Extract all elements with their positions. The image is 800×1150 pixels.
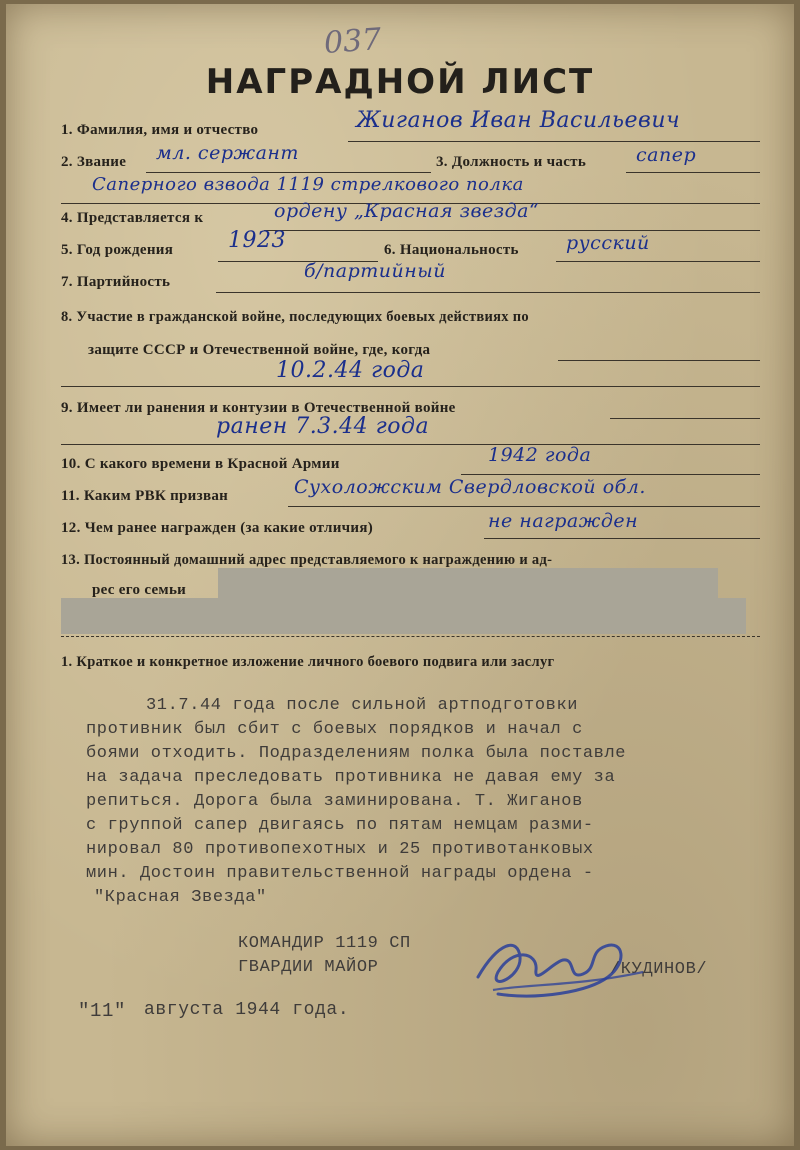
field-6-label: 6. Национальность bbox=[384, 242, 519, 258]
section-2-label: 1. Краткое и конкретное изложение личного боевого подвига или заслуг bbox=[61, 654, 555, 670]
page-title: НАГРАДНОЙ ЛИСТ bbox=[205, 62, 595, 102]
redacted-address-b bbox=[61, 598, 746, 634]
field-2-underline bbox=[146, 172, 431, 173]
field-8-value: 10.2.44 года bbox=[276, 358, 425, 383]
signature-mark bbox=[458, 922, 658, 1012]
field-8-label-b: защите СССР и Отечественной войне, где, когда bbox=[88, 342, 431, 358]
field-10-value: 1942 года bbox=[488, 444, 592, 466]
field-11-underline bbox=[288, 506, 760, 507]
field-6-value: русский bbox=[566, 232, 650, 254]
field-3-value-a: сапер bbox=[636, 144, 697, 166]
citation-line: репиться. Дорога была заминирована. Т. Жиганов bbox=[86, 792, 583, 811]
field-10-label: 10. С какого времени в Красной Армии bbox=[61, 456, 340, 472]
field-1-value: Жиганов Иван Васильевич bbox=[356, 108, 681, 133]
field-3-value-b: Саперного взвода 1119 стрелкового полка bbox=[92, 174, 524, 195]
citation-line: "Красная Звезда" bbox=[94, 888, 267, 907]
field-8-underline-b bbox=[61, 386, 760, 387]
field-4-label: 4. Представляется к bbox=[61, 210, 204, 226]
field-7-underline bbox=[216, 292, 760, 293]
field-3-label: 3. Должность и часть bbox=[436, 154, 587, 170]
commander-title: КОМАНДИР 1119 СП bbox=[238, 934, 411, 953]
field-9-underline-b bbox=[61, 444, 760, 445]
citation-line: на задача преследовать противника не давая ему за bbox=[86, 768, 616, 787]
field-3-underline bbox=[626, 172, 760, 173]
field-9-underline-a bbox=[610, 418, 760, 419]
field-13-label-b: рес его семьи bbox=[92, 582, 187, 598]
field-4-underline bbox=[264, 230, 760, 231]
field-5-value: 1923 bbox=[228, 228, 286, 253]
field-9-value: ранен 7.3.44 года bbox=[216, 414, 430, 439]
field-11-label: 11. Каким РВК призван bbox=[61, 488, 229, 504]
field-8-label-a: 8. Участие в гражданской войне, последующих боевых действиях по bbox=[61, 309, 529, 325]
field-1-underline bbox=[348, 141, 760, 142]
field-6-underline bbox=[556, 261, 760, 262]
date-rest: августа 1944 года. bbox=[144, 1000, 350, 1020]
field-11-value: Сухоложским Свердловской обл. bbox=[294, 476, 646, 498]
field-2-value: мл. сержант bbox=[156, 142, 299, 164]
citation-line: мин. Достоин правительственной награды ордена - bbox=[86, 864, 594, 883]
field-12-underline bbox=[484, 538, 760, 539]
section-divider bbox=[61, 636, 760, 637]
field-8-underline-a bbox=[558, 360, 760, 361]
redacted-address-a bbox=[218, 568, 718, 598]
field-12-value: не награжден bbox=[488, 510, 639, 532]
citation-line: нировал 80 противопехотных и 25 противотанковых bbox=[86, 840, 594, 859]
field-9-label: 9. Имеет ли ранения и контузии в Отечественной войне bbox=[61, 400, 456, 416]
citation-line: противник был сбит с боевых порядков и начал с bbox=[86, 720, 583, 739]
field-13-label-a: 13. Постоянный домашний адрес представляемого к награждению и ад- bbox=[61, 552, 553, 568]
field-4-value: ордену „Красная звезда“ bbox=[274, 200, 540, 222]
citation-line: с группой сапер двигаясь по пятам немцам разми- bbox=[86, 816, 594, 835]
doc-number: 037 bbox=[322, 22, 383, 61]
field-5-label: 5. Год рождения bbox=[61, 242, 174, 258]
citation-line: 31.7.44 года после сильной артподготовки bbox=[146, 696, 579, 715]
commander-name: /КУДИНОВ/ bbox=[610, 960, 708, 979]
date-day: "11" bbox=[78, 1000, 127, 1022]
field-10-underline bbox=[461, 474, 760, 475]
commander-rank: ГВАРДИИ МАЙОР bbox=[238, 958, 379, 977]
field-7-label: 7. Партийность bbox=[61, 274, 171, 290]
award-sheet bbox=[6, 4, 794, 1146]
field-7-value: б/партийный bbox=[304, 260, 446, 282]
field-12-label: 12. Чем ранее награжден (за какие отличия) bbox=[61, 520, 374, 536]
citation-line: боями отходить. Подразделениям полка была поставле bbox=[86, 744, 627, 763]
field-2-label: 2. Звание bbox=[61, 154, 127, 170]
field-1-label: 1. Фамилия, имя и отчество bbox=[61, 122, 259, 138]
